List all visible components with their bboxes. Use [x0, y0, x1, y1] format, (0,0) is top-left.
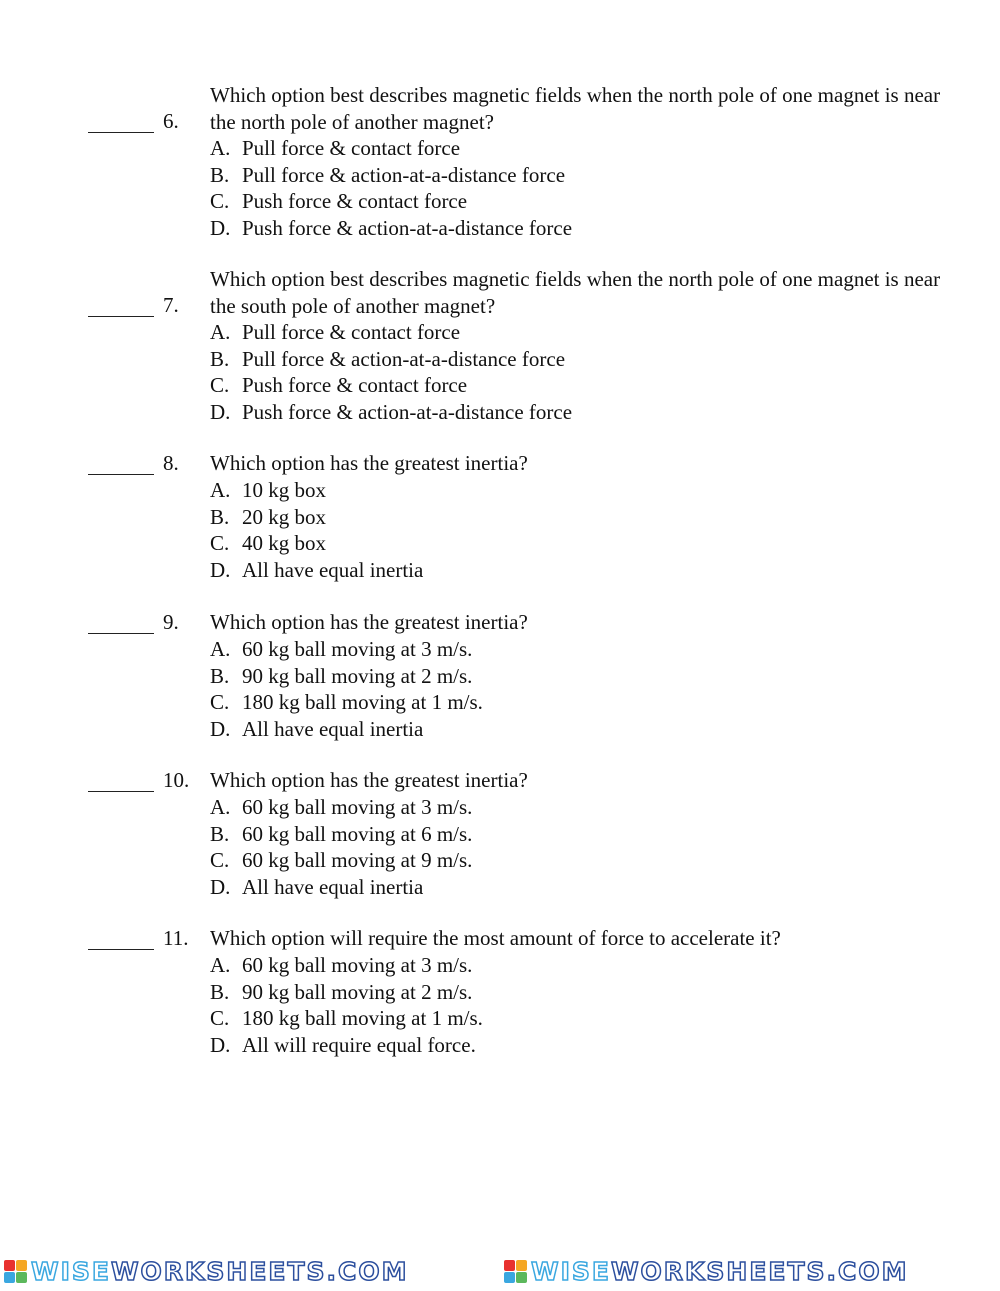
option-c: C. Push force & contact force [210, 373, 468, 397]
watermark-brand [504, 1252, 909, 1291]
question-number: 10. [163, 768, 190, 792]
wiseworksheets-logo-icon [4, 1260, 27, 1283]
option-c: C. Push force & contact force [210, 189, 468, 213]
option-c: C. 60 kg ball moving at 9 m/s. [210, 848, 473, 872]
question-text: Which option has the greatest inertia? [210, 610, 528, 634]
question-number: 6. [163, 109, 179, 133]
question-number: 11. [163, 926, 189, 950]
watermark-brand [4, 1252, 409, 1291]
option-d: D. Push force & action-at-a-distance force [210, 215, 573, 240]
option-b: B. Pull force & action-at-a-distance force [210, 162, 566, 187]
option-b: B. 20 kg box [210, 504, 326, 529]
option-list [210, 477, 423, 583]
answer-blank-11[interactable] [88, 949, 154, 950]
wiseworksheets-logo-icon [504, 1260, 527, 1283]
question-text: Which option has the greatest inertia? [210, 768, 528, 792]
option-a: A. 60 kg ball moving at 3 m/s. [210, 953, 473, 977]
option-d: D. All have equal inertia [210, 874, 424, 899]
answer-blank-10[interactable] [88, 791, 154, 792]
option-list [210, 794, 472, 900]
option-a: A. 10 kg box [210, 478, 326, 502]
question-text: Which option best describes magnetic fields when the north pole of one magnet is near the north pole of another magnet? [210, 83, 941, 134]
question-number: 8. [163, 451, 179, 475]
watermark-footer [0, 1252, 1000, 1291]
question-number: 7. [163, 293, 179, 317]
answer-blank-7[interactable] [88, 316, 154, 317]
option-a: A. 60 kg ball moving at 3 m/s. [210, 637, 473, 661]
option-a: A. Pull force & contact force [210, 320, 461, 344]
answer-blank-8[interactable] [88, 474, 154, 475]
option-list [210, 319, 572, 425]
question-text: Which option has the greatest inertia? [210, 451, 528, 475]
option-list [210, 135, 572, 241]
option-d: D. All have equal inertia [210, 716, 424, 741]
option-c: C. 180 kg ball moving at 1 m/s. [210, 1006, 483, 1030]
option-a: A. Pull force & contact force [210, 136, 461, 160]
question-number: 9. [163, 610, 179, 634]
question-text: Which option will require the most amount of force to accelerate it? [210, 926, 781, 950]
option-b: B. 60 kg ball moving at 6 m/s. [210, 821, 473, 846]
watermark-text: WISEWORKSHEETS.COM [531, 1257, 909, 1286]
answer-blank-6[interactable] [88, 132, 154, 133]
option-d: D. All will require equal force. [210, 1032, 476, 1057]
answer-blank-9[interactable] [88, 633, 154, 634]
watermark-text: WISEWORKSHEETS.COM [31, 1257, 409, 1286]
option-d: D. Push force & action-at-a-distance force [210, 399, 573, 424]
option-a: A. 60 kg ball moving at 3 m/s. [210, 795, 473, 819]
option-d: D. All have equal inertia [210, 557, 424, 582]
option-b: B. Pull force & action-at-a-distance force [210, 346, 566, 371]
option-list [210, 636, 483, 742]
option-c: C. 180 kg ball moving at 1 m/s. [210, 690, 483, 714]
option-b: B. 90 kg ball moving at 2 m/s. [210, 663, 473, 688]
option-list [210, 952, 483, 1058]
option-b: B. 90 kg ball moving at 2 m/s. [210, 979, 473, 1004]
question-text: Which option best describes magnetic fields when the north pole of one magnet is near the south pole of another magnet? [210, 267, 941, 318]
option-c: C. 40 kg box [210, 531, 326, 555]
